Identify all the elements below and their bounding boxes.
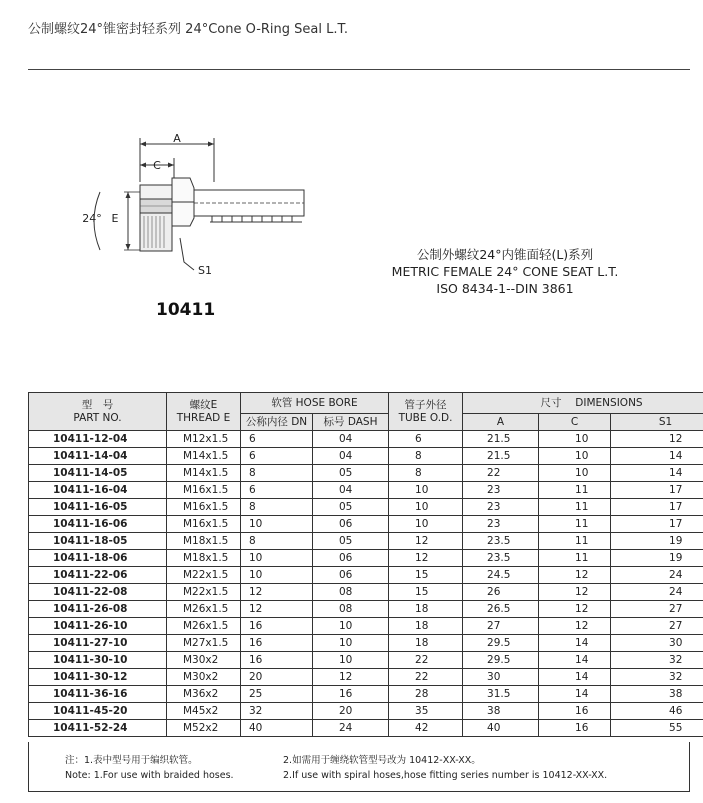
dim-s1-cell: 30 <box>611 635 703 652</box>
dim-e-label: E <box>111 212 119 225</box>
dn-cell: 20 <box>241 669 313 686</box>
table-row <box>29 465 703 482</box>
dim-s1-cell: 19 <box>611 533 703 550</box>
dim-c-cell: 16 <box>539 720 611 737</box>
dim-c-cell: 14 <box>539 669 611 686</box>
table-row <box>29 686 703 703</box>
dim-a-label: A <box>173 132 181 145</box>
dim-a-cell: 23 <box>463 516 539 533</box>
table-row <box>29 618 703 635</box>
dim-a-cell: 24.5 <box>463 567 539 584</box>
thread-cell: M36x2 <box>167 686 241 703</box>
part-no-cell: 10411-27-10 <box>29 635 167 652</box>
table-row <box>29 669 703 686</box>
tube-od-cell: 8 <box>389 465 463 482</box>
table-row <box>29 448 703 465</box>
part-no-cell: 10411-22-06 <box>29 567 167 584</box>
dn-cell: 12 <box>241 584 313 601</box>
header-tube-cn: 管子外径 <box>404 398 447 411</box>
dim-s1-cell: 17 <box>611 516 703 533</box>
dash-cell: 05 <box>313 533 389 550</box>
part-no-cell: 10411-14-04 <box>29 448 167 465</box>
dim-c-cell: 11 <box>539 550 611 567</box>
header-dimensions: 尺寸 DIMENSIONS <box>463 393 703 414</box>
header-part-en: PART NO. <box>73 411 122 424</box>
thread-cell: M52x2 <box>167 720 241 737</box>
description-standard: ISO 8434-1--DIN 3861 <box>436 281 574 296</box>
part-no-cell: 10411-30-10 <box>29 652 167 669</box>
dn-cell: 8 <box>241 533 313 550</box>
dim-s1-cell: 46 <box>611 703 703 720</box>
tube-od-cell: 22 <box>389 652 463 669</box>
dim-c-cell: 12 <box>539 601 611 618</box>
dim-s1-cell: 27 <box>611 601 703 618</box>
dash-cell: 05 <box>313 499 389 516</box>
thread-cell: M16x1.5 <box>167 516 241 533</box>
thread-cell: M30x2 <box>167 669 241 686</box>
part-no-cell: 10411-12-04 <box>29 431 167 448</box>
dim-s1-cell: 32 <box>611 669 703 686</box>
table-row <box>29 431 703 448</box>
tube-od-cell: 8 <box>389 448 463 465</box>
dim-a-cell: 30 <box>463 669 539 686</box>
header-thread-en: THREAD E <box>176 411 231 424</box>
header-thread-cn: 螺纹E <box>189 398 218 411</box>
tube-od-cell: 35 <box>389 703 463 720</box>
part-no-cell: 10411-30-12 <box>29 669 167 686</box>
dim-a-cell: 27 <box>463 618 539 635</box>
dash-cell: 06 <box>313 516 389 533</box>
dim-a-cell: 23 <box>463 482 539 499</box>
dash-cell: 05 <box>313 465 389 482</box>
dash-cell: 06 <box>313 567 389 584</box>
dash-cell: 16 <box>313 686 389 703</box>
dim-c-cell: 11 <box>539 533 611 550</box>
dim-s1-cell: 55 <box>611 720 703 737</box>
dash-cell: 08 <box>313 601 389 618</box>
dn-cell: 12 <box>241 601 313 618</box>
description-en: METRIC FEMALE 24° CONE SEAT L.T. <box>391 264 619 279</box>
table-body <box>29 431 703 737</box>
thread-cell: M27x1.5 <box>167 635 241 652</box>
part-no-cell: 10411-26-08 <box>29 601 167 618</box>
dim-a-cell: 21.5 <box>463 431 539 448</box>
dim-c-label: C <box>153 159 161 172</box>
dn-cell: 10 <box>241 550 313 567</box>
notes-section <box>28 742 690 792</box>
dim-a-cell: 22 <box>463 465 539 482</box>
note-1-cn: 注：1.表中型号用于编织软管。 <box>65 755 198 766</box>
dn-cell: 16 <box>241 635 313 652</box>
header-part-cn: 型 号 <box>81 398 114 411</box>
dim-a-cell: 21.5 <box>463 448 539 465</box>
dn-cell: 40 <box>241 720 313 737</box>
table-row <box>29 516 703 533</box>
tube-od-cell: 28 <box>389 686 463 703</box>
thread-cell: M22x1.5 <box>167 584 241 601</box>
table-row <box>29 720 703 737</box>
part-no-cell: 10411-36-16 <box>29 686 167 703</box>
dim-c-cell: 11 <box>539 482 611 499</box>
header-c: C <box>539 414 611 431</box>
thread-cell: M12x1.5 <box>167 431 241 448</box>
tube-od-cell: 10 <box>389 516 463 533</box>
dim-c-cell: 12 <box>539 618 611 635</box>
thread-cell: M16x1.5 <box>167 499 241 516</box>
dim-c-cell: 10 <box>539 448 611 465</box>
dn-cell: 16 <box>241 618 313 635</box>
description-cn: 公制外螺纹24°内锥面轻(L)系列 <box>416 247 594 262</box>
thread-cell: M14x1.5 <box>167 465 241 482</box>
part-code: 10411 <box>156 300 216 320</box>
part-no-cell: 10411-26-10 <box>29 618 167 635</box>
s1-label: S1 <box>198 264 212 277</box>
dim-s1-cell: 32 <box>611 652 703 669</box>
dash-cell: 04 <box>313 431 389 448</box>
dim-s1-cell: 14 <box>611 465 703 482</box>
part-no-cell: 10411-16-06 <box>29 516 167 533</box>
dn-cell: 10 <box>241 516 313 533</box>
tube-od-cell: 12 <box>389 533 463 550</box>
dash-cell: 04 <box>313 482 389 499</box>
dim-c-cell: 12 <box>539 584 611 601</box>
part-no-cell: 10411-45-20 <box>29 703 167 720</box>
header-part-no <box>29 393 167 431</box>
dim-s1-cell: 12 <box>611 431 703 448</box>
tube-od-cell: 10 <box>389 499 463 516</box>
dash-cell: 08 <box>313 584 389 601</box>
dim-a-cell: 23.5 <box>463 550 539 567</box>
table-row <box>29 635 703 652</box>
s1-leader <box>180 238 194 270</box>
note-2-en: 2.If use with spiral hoses,hose fitting series number is 10412-XX-XX. <box>283 770 608 781</box>
dn-cell: 32 <box>241 703 313 720</box>
header-hose-bore: 软管 HOSE BORE <box>241 393 389 414</box>
page-title: 公制螺纹24°锥密封轻系列 24°Cone O-Ring Seal L.T. <box>28 22 349 37</box>
table-row <box>29 567 703 584</box>
dash-cell: 10 <box>313 618 389 635</box>
thread-cell: M26x1.5 <box>167 618 241 635</box>
tube-od-cell: 18 <box>389 635 463 652</box>
dim-s1-cell: 24 <box>611 567 703 584</box>
spec-table <box>28 392 703 737</box>
thread-cell: M30x2 <box>167 652 241 669</box>
dim-a-cell: 40 <box>463 720 539 737</box>
thread-cell: M18x1.5 <box>167 550 241 567</box>
note-1-en: Note: 1.For use with braided hoses. <box>65 770 234 781</box>
dim-a-cell: 26.5 <box>463 601 539 618</box>
tube-od-cell: 12 <box>389 550 463 567</box>
thread-cell: M26x1.5 <box>167 601 241 618</box>
thread-cell: M18x1.5 <box>167 533 241 550</box>
part-no-cell: 10411-16-04 <box>29 482 167 499</box>
table-row <box>29 550 703 567</box>
dim-a-cell: 31.5 <box>463 686 539 703</box>
dim-s1-cell: 17 <box>611 499 703 516</box>
table-row <box>29 533 703 550</box>
dn-cell: 6 <box>241 431 313 448</box>
dim-c-cell: 12 <box>539 567 611 584</box>
table-row <box>29 703 703 720</box>
dim-a-cell: 26 <box>463 584 539 601</box>
tube-od-cell: 18 <box>389 618 463 635</box>
tube-od-cell: 18 <box>389 601 463 618</box>
part-no-cell: 10411-16-05 <box>29 499 167 516</box>
part-no-cell: 10411-18-05 <box>29 533 167 550</box>
dim-c-cell: 14 <box>539 635 611 652</box>
dim-s1-cell: 14 <box>611 448 703 465</box>
barb-ridges <box>210 216 302 222</box>
part-no-cell: 10411-14-05 <box>29 465 167 482</box>
dim-a-cell: 23 <box>463 499 539 516</box>
dim-a-cell: 29.5 <box>463 652 539 669</box>
thread-cell: M45x2 <box>167 703 241 720</box>
dim-c-cell: 16 <box>539 703 611 720</box>
thread-cell: M16x1.5 <box>167 482 241 499</box>
thread-cell: M22x1.5 <box>167 567 241 584</box>
table-row <box>29 652 703 669</box>
dn-cell: 25 <box>241 686 313 703</box>
dim-s1-cell: 17 <box>611 482 703 499</box>
header-dash: 标号 DASH <box>313 414 389 431</box>
part-no-cell: 10411-22-08 <box>29 584 167 601</box>
tube-od-cell: 10 <box>389 482 463 499</box>
header-divider <box>28 69 690 70</box>
dim-c-cell: 10 <box>539 465 611 482</box>
dim-c-cell: 14 <box>539 686 611 703</box>
dn-cell: 6 <box>241 482 313 499</box>
dim-s1-cell: 19 <box>611 550 703 567</box>
dim-c-cell: 11 <box>539 499 611 516</box>
table-header <box>29 393 703 431</box>
dn-cell: 10 <box>241 567 313 584</box>
table-row <box>29 499 703 516</box>
tube-od-cell: 22 <box>389 669 463 686</box>
dash-cell: 12 <box>313 669 389 686</box>
dim-a-cell: 38 <box>463 703 539 720</box>
table-row <box>29 601 703 618</box>
dash-cell: 20 <box>313 703 389 720</box>
angle-label: 24° <box>82 212 102 225</box>
product-description <box>370 246 640 297</box>
note-2-cn: 2.如需用于缠绕软管型号改为 10412-XX-XX。 <box>283 755 481 766</box>
dim-a-cell: 29.5 <box>463 635 539 652</box>
dn-cell: 6 <box>241 448 313 465</box>
dash-cell: 10 <box>313 635 389 652</box>
header-thread <box>167 393 241 431</box>
header-a: A <box>463 414 539 431</box>
dash-cell: 10 <box>313 652 389 669</box>
thread-cell: M14x1.5 <box>167 448 241 465</box>
dim-a-cell: 23.5 <box>463 533 539 550</box>
dash-cell: 24 <box>313 720 389 737</box>
table-row <box>29 482 703 499</box>
header-s1: S1 <box>611 414 703 431</box>
fitting-diagram <box>72 130 332 280</box>
dim-s1-cell: 27 <box>611 618 703 635</box>
header-dn: 公称内径 DN <box>241 414 313 431</box>
part-no-cell: 10411-18-06 <box>29 550 167 567</box>
dim-s1-cell: 38 <box>611 686 703 703</box>
table-row <box>29 584 703 601</box>
dim-s1-cell: 24 <box>611 584 703 601</box>
header-tube-od <box>389 393 463 431</box>
dash-cell: 04 <box>313 448 389 465</box>
dn-cell: 8 <box>241 499 313 516</box>
dim-c-cell: 10 <box>539 431 611 448</box>
tube-od-cell: 15 <box>389 584 463 601</box>
dn-cell: 16 <box>241 652 313 669</box>
tube-od-cell: 42 <box>389 720 463 737</box>
part-no-cell: 10411-52-24 <box>29 720 167 737</box>
tube-od-cell: 15 <box>389 567 463 584</box>
dash-cell: 06 <box>313 550 389 567</box>
tube-od-cell: 6 <box>389 431 463 448</box>
header-tube-en: TUBE O.D. <box>398 411 453 424</box>
dim-c-cell: 14 <box>539 652 611 669</box>
dim-c-cell: 11 <box>539 516 611 533</box>
dn-cell: 8 <box>241 465 313 482</box>
